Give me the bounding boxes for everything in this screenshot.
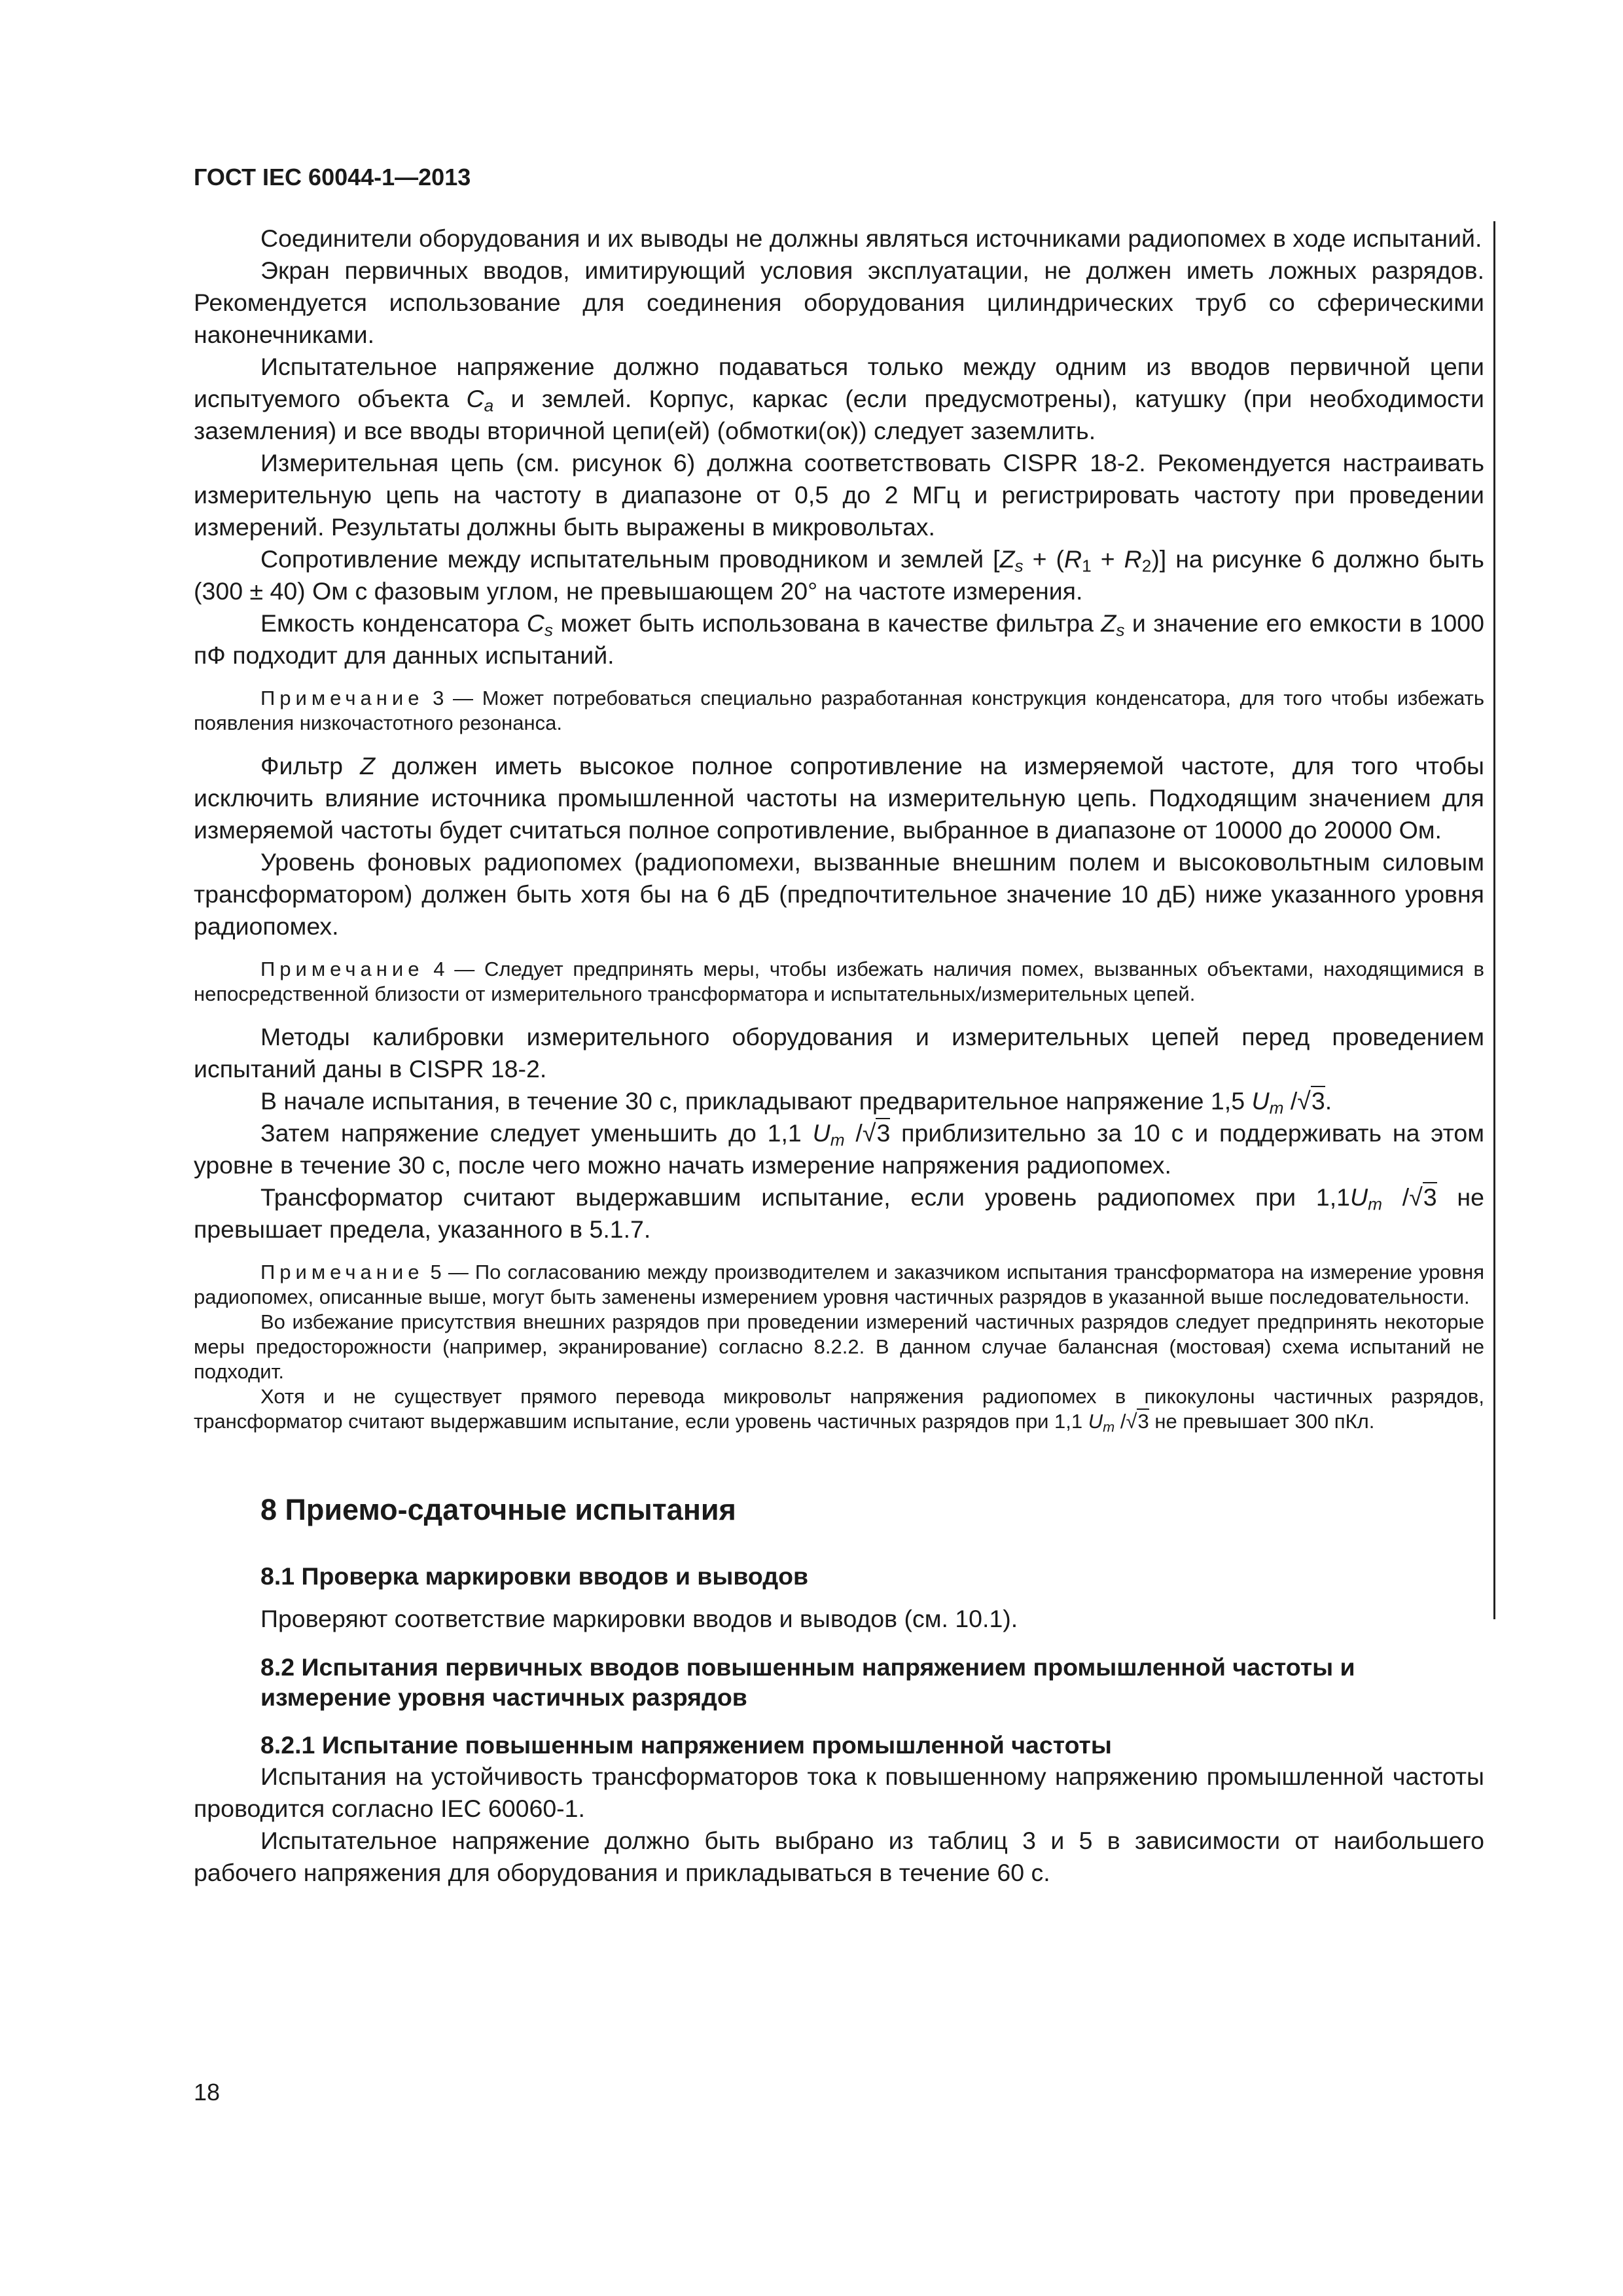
paragraph: Затем напряжение следует уменьшить до 1,1 $U_m$ /√3 приблизительно за 10 с и поддерживать на этом уровне в течение 30 с, после чего можно начать измерение напряжения радиопомех. bbox=[194, 1119, 1484, 1179]
note-3: Примечание 3 — Может потребоваться специально разработанная конструкция конденсатора, для того чтобы избежать появления низкочастотного резонанса. bbox=[194, 687, 1484, 734]
subsection-heading: 8.2 Испытания первичных вводов повышенным напряжением промышленной частоты и измерение уровня частичных разрядов bbox=[260, 1653, 1355, 1711]
text-column bbox=[194, 223, 1484, 1889]
paragraph: Испытательное напряжение должно быть выбрано из таблиц 3 и 5 в зависимости от наибольшего рабочего напряжения для оборудования и прикладываться в течение 60 с. bbox=[194, 1827, 1484, 1886]
paragraph: В начале испытания, в течение 30 с, прикладывают предварительное напряжение 1,5 $U_m$ /√3. bbox=[260, 1087, 1332, 1118]
paragraph: Измерительная цепь (см. рисунок 6) должна соответствовать CISPR 18-2. Рекомендуется настраивать измерительную цепь на частоту в диапазоне от 0,5 до 2 МГц и регистрировать частоту при проведении измерений. Результаты должны быть выражены в микровольтах. bbox=[194, 449, 1484, 541]
paragraph: Уровень фоновых радиопомех (радиопомехи, вызванные внешним полем и высоковольтным силовым трансформатором) должен быть хотя бы на 6 дБ (предпочтительное значение 10 дБ) ниже указанного уровня радиопомех. bbox=[194, 848, 1484, 940]
section-heading: 8 Приемо-сдаточные испытания bbox=[260, 1493, 736, 1526]
paragraph: Проверяют соответствие маркировки вводов и выводов (см. 10.1). bbox=[260, 1605, 1018, 1632]
note-5: Примечание 5 — По согласованию между производителем и заказчиком испытания трансформатора на измерение уровня радиопомех, описанные выше, могут быть заменены измерением уровня частичных разрядов в указанной выше последовательности. bbox=[194, 1261, 1484, 1308]
paragraph: Методы калибровки измерительного оборудования и измерительных цепей перед проведением испытаний даны в CISPR 18-2. bbox=[194, 1023, 1484, 1083]
subsection-heading: 8.1 Проверка маркировки вводов и выводов bbox=[260, 1562, 809, 1590]
paragraph: Испытательное напряжение должно подаваться только между одним из вводов первичной цепи испытуемого объекта $C_a$ и землей. Корпус, каркас (если предусмотрены), катушку (при необходимости заземления) и все вводы вторичной цепи(ей) (обмотки(ок)) следует заземлить. bbox=[194, 353, 1484, 444]
paragraph: Соединители оборудования и их выводы не должны являться источниками радиопомех в ходе испытаний. bbox=[260, 224, 1482, 252]
paragraph: Сопротивление между испытательным проводником и землей $[Z_s + (R_1 + R_2)]$ на рисунке 6 должно быть (300 ± 40) Ом с фазовым углом, не превышающем 20° на частоте измерения. bbox=[194, 545, 1484, 605]
note-5-continued: Во избежание присутствия внешних разрядов при проведении измерений частичных разрядов следует предпринять некоторые меры предосторожности (например, экранирование) согласно 8.2.2. В данном случае балансная (мостовая) схема испытаний не подходит. bbox=[194, 1310, 1484, 1383]
paragraph: Емкость конденсатора $C_s$ может быть использована в качестве фильтра $Z_s$ и значение его емкости в 1000 пФ подходит для данных испытаний. bbox=[194, 609, 1485, 669]
subsubsection-heading: 8.2.1 Испытание повышенным напряжением промышленной частоты bbox=[260, 1731, 1112, 1759]
revision-bar bbox=[1493, 221, 1495, 1619]
note-5-continued: Хотя и не существует прямого перевода микровольт напряжения радиопомех в пикокулоны частичных разрядов, трансформатор считают выдержавшим испытание, если уровень частичных разрядов при 1,1 $U_m$ /√3 не превышает 300 пКл. bbox=[194, 1385, 1484, 1435]
page-number: 18 bbox=[194, 2079, 221, 2106]
paragraph: Экран первичных вводов, имитирующий условия эксплуатации, не должен иметь ложных разрядов. Рекомендуется использование для соединения оборудования цилиндрических труб со сферическими наконечниками. bbox=[194, 257, 1484, 348]
note-4: Примечание 4 — Следует предпринять меры, чтобы избежать наличия помех, вызванных объектами, находящимися в непосредственной близости от измерительного трансформатора и испытательных/измерительных цепей. bbox=[194, 958, 1484, 1005]
paragraph: Фильтр Z должен иметь высокое полное сопротивление на измеряемой частоте, для того чтобы исключить влияние источника промышленной частоты на измерительную цепь. Подходящим значением для измеряемой частоты будет считаться полное сопротивление, выбранное в диапазоне от 10000 до 20000 Ом. bbox=[194, 752, 1484, 844]
paragraph: Трансформатор считают выдержавшим испытание, если уровень радиопомех при $1,1U_m$ /√3 не превышает предела, указанного в 5.1.7. bbox=[194, 1183, 1484, 1243]
paragraph: Испытания на устойчивость трансформаторов тока к повышенному напряжению промышленной частоты проводится согласно IEC 60060-1. bbox=[194, 1763, 1484, 1822]
document-header: ГОСТ IEC 60044-1—2013 bbox=[194, 164, 471, 190]
